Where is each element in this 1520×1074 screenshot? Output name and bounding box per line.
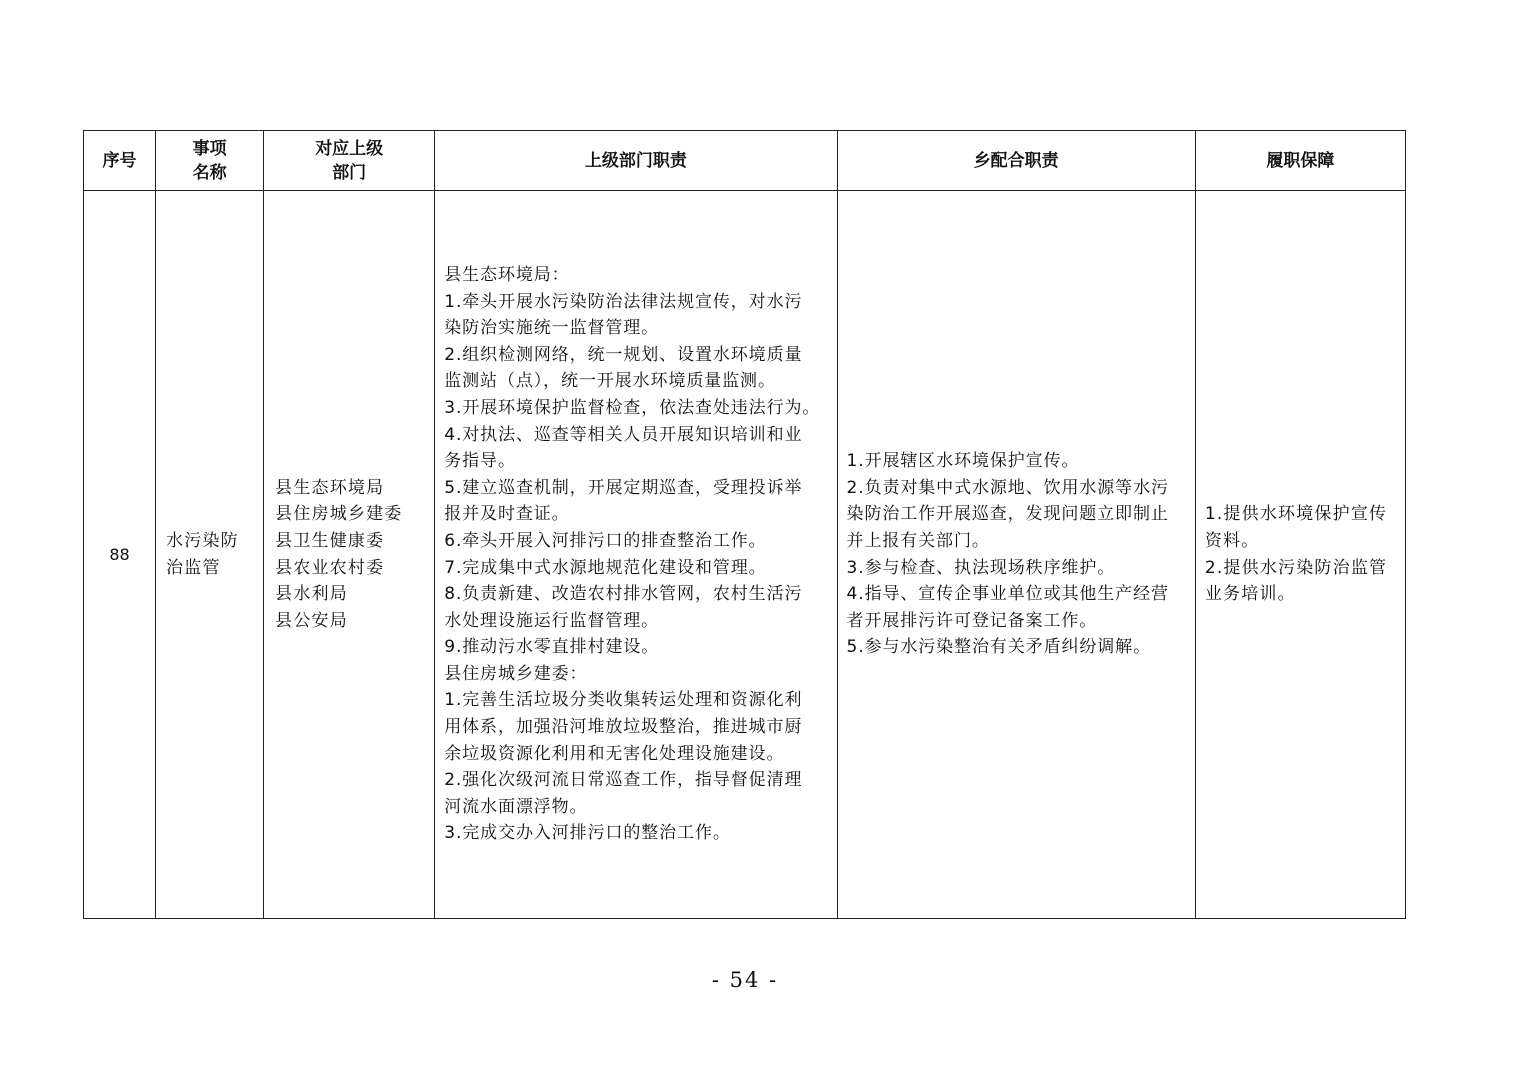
- town-duty-line: 并上报有关部门。: [846, 530, 990, 551]
- header-guarantee: [1195, 131, 1405, 191]
- header-department: [264, 131, 435, 191]
- upper-duty-line: 2.强化次级河流日常巡查工作，指导督促清理: [444, 770, 803, 791]
- header-town-duties: [837, 131, 1195, 191]
- header-no-line: 序号: [102, 150, 137, 171]
- header-dept-line: 对应上级: [315, 138, 384, 159]
- town-duty-line: 2.负责对集中式水源地、饮用水源等水污: [846, 477, 1169, 498]
- upper-duty-line: 1.牵头开展水污染防治法律法规宣传，对水污: [444, 291, 803, 312]
- upper-duty-line: 5.建立巡查机制，开展定期巡查，受理投诉举: [444, 477, 803, 498]
- header-town-line: 乡配合职责: [973, 150, 1059, 171]
- upper-duty-line: 县住房城乡建委：: [444, 663, 588, 684]
- header-item-name: [156, 131, 264, 191]
- upper-duty-line: 1.完善生活垃圾分类收集转运处理和资源化利: [444, 690, 803, 711]
- header-item-line: 名称: [192, 162, 227, 183]
- upper-duty-line: 用体系，加强沿河堆放垃圾整治，推进城市厨: [444, 717, 803, 738]
- header-dept-line: 部门: [332, 162, 367, 183]
- upper-duty-line: 务指导。: [444, 451, 516, 472]
- upper-duty-line: 6.牵头开展入河排污口的排查整治工作。: [444, 530, 767, 551]
- department-line: 县水利局: [275, 584, 348, 605]
- upper-duty-line: 7.完成集中式水源地规范化建设和管理。: [444, 557, 767, 578]
- upper-duty-line: 河流水面漂浮物。: [444, 796, 588, 817]
- upper-duty-line: 监测站（点），统一开展水环境质量监测。: [444, 371, 776, 392]
- cell-serial-number: 88: [84, 191, 156, 919]
- cell-item-name: [156, 191, 264, 919]
- guarantee-line: 资料。: [1204, 530, 1260, 551]
- upper-duty-line: 报并及时查证。: [444, 504, 570, 525]
- department-line: 县生态环境局: [275, 477, 385, 498]
- department-line: 县卫生健康委: [275, 530, 385, 551]
- upper-duty-line: 9.推动污水零直排村建设。: [444, 637, 660, 658]
- cell-town-duties: [837, 191, 1195, 919]
- upper-duty-line: 8.负责新建、改造农村排水管网，农村生活污: [444, 584, 803, 605]
- table-row: [84, 191, 1406, 919]
- item-name-line: 治监管: [166, 557, 221, 578]
- upper-duty-line: 2.组织检测网络，统一规划、设置水环境质量: [444, 344, 803, 365]
- department-line: 县农业农村委: [275, 557, 385, 578]
- guarantee-line: 2.提供水污染防治监管: [1204, 557, 1388, 578]
- town-duty-line: 5.参与水污染整治有关矛盾纠纷调解。: [846, 637, 1151, 658]
- header-item-line: 事项: [192, 138, 227, 159]
- upper-duty-line: 4.对执法、巡查等相关人员开展知识培训和业: [444, 424, 803, 445]
- table-header-row: [84, 131, 1406, 191]
- department-line: 县住房城乡建委: [275, 504, 403, 525]
- header-no: [84, 131, 156, 191]
- guarantee-line: 1.提供水环境保护宣传: [1204, 504, 1388, 525]
- header-upper-line: 上级部门职责: [584, 150, 687, 171]
- cell-guarantee: [1195, 191, 1405, 919]
- upper-duty-line: 余垃圾资源化利用和无害化处理设施建设。: [444, 743, 785, 764]
- department-line: 县公安局: [275, 610, 348, 631]
- upper-duty-line: 染防治实施统一监督管理。: [444, 318, 660, 339]
- header-guarantee-line: 履职保障: [1266, 150, 1335, 171]
- town-duty-line: 4.指导、宣传企事业单位或其他生产经营: [846, 584, 1169, 605]
- upper-duty-line: 3.开展环境保护监督检查，依法查处违法行为。: [444, 397, 821, 418]
- upper-duty-line: 水处理设施运行监督管理。: [444, 610, 660, 631]
- guarantee-line: 业务培训。: [1204, 584, 1296, 605]
- upper-duty-line: 3.完成交办入河排污口的整治工作。: [444, 823, 731, 844]
- duty-table: [83, 130, 1406, 919]
- town-duty-line: 者开展排污许可登记备案工作。: [846, 610, 1098, 631]
- upper-duty-line: 县生态环境局：: [444, 264, 570, 285]
- header-upper-duties: [435, 131, 837, 191]
- item-name-line: 水污染防: [166, 530, 239, 551]
- cell-upper-duties: [435, 191, 837, 919]
- page-number: - 54 -: [711, 968, 779, 992]
- town-duty-line: 3.参与检查、执法现场秩序维护。: [846, 557, 1116, 578]
- town-duty-line: 染防治工作开展巡查，发现问题立即制止: [846, 504, 1169, 525]
- cell-departments: [264, 191, 435, 919]
- town-duty-line: 1.开展辖区水环境保护宣传。: [846, 451, 1080, 472]
